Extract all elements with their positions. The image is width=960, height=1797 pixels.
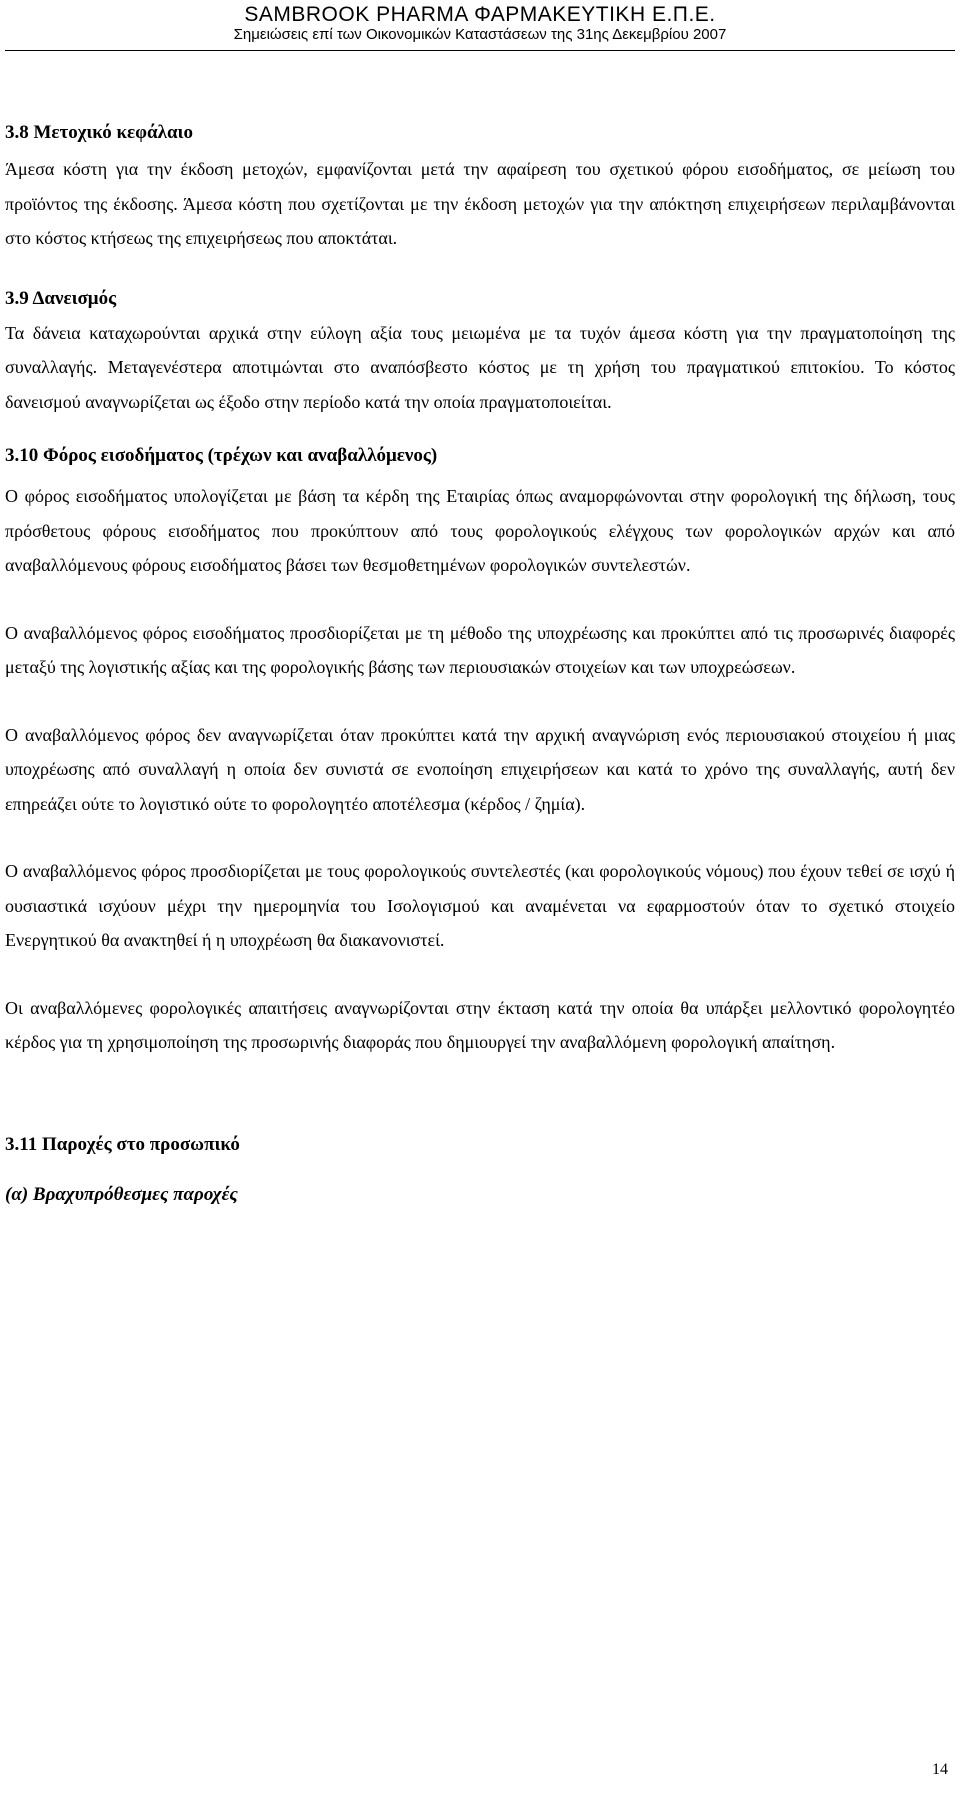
section-heading-3-8: 3.8 Μετοχικό κεφάλαιο (5, 122, 193, 143)
paragraph-3-10-4: Ο αναβαλλόμενος φόρος προσδιορίζεται με τους φορολογικούς συντελεστές (και φορολογικούς νόμους) που έχουν τεθεί σε ισχύ ή ουσιαστικά ισχύουν μέχρι την ημερομηνία του Ισολογισμού και αναμένεται να εφαρμοστούν όταν το σχετικό στοιχείο Ενεργητικού θα ανακτηθεί ή η υποχρέωση θα διακανονιστεί. (5, 861, 955, 950)
section-heading-3-11: 3.11 Παροχές στο προσωπικό (5, 1133, 240, 1155)
subsection-heading-a: (α) Βραχυπρόθεσμες παροχές (5, 1183, 238, 1205)
paragraph-3-10-1: Ο φόρος εισοδήματος υπολογίζεται με βάση τα κέρδη της Εταιρίας όπως αναμορφώνονται στην φορολογική της δήλωση, τους πρόσθετους φόρους εισοδήματος που προκύπτουν από τους φορολογικούς ελέγχους των φορολογικών αρχών και από αναβαλλόμενους φόρους εισοδήματος βάσει των θεσμοθετημένων φορολογικών συντελεστών. (5, 486, 955, 575)
page-number: 14 (932, 1761, 948, 1778)
document-subtitle: Σημειώσεις επί των Οικονομικών Καταστάσεων της 31ης Δεκεμβρίου 2007 (233, 26, 727, 43)
paragraph-3-8: Άμεσα κόστη για την έκδοση μετοχών, εμφανίζονται μετά την αφαίρεση του σχετικού φόρου εισοδήματος, σε μείωση του προϊόντος της έκδοσης. Άμεσα κόστη που σχετίζονται με την έκδοση μετοχών για την απόκτηση επιχειρήσεων περιλαμβάνονται στο κόστος κτήσεως της επιχειρήσεως που αποκτάται. (5, 159, 955, 248)
page-header (0, 0, 960, 44)
section-heading-3-9: 3.9 Δανεισμός (5, 287, 117, 309)
header-divider (5, 50, 955, 51)
paragraph-3-9: Τα δάνεια καταχωρούνται αρχικά στην εύλογη αξία τους μειωμένα με τα τυχόν άμεσα κόστη για την πραγματοποίηση της συναλλαγής. Μεταγενέστερα αποτιμώνται στο αναπόσβεστο κόστος με τη χρήση του πραγματικού επιτοκίου. Το κόστος δανεισμού αναγνωρίζεται ως έξοδο στην περίοδο κατά την οποία πραγματοποιείται. (5, 322, 955, 412)
paragraph-3-10-2: Ο αναβαλλόμενος φόρος εισοδήματος προσδιορίζεται με τη μέθοδο της υποχρέωσης και προκύπτει από τις προσωρινές διαφορές μεταξύ της λογιστικής αξίας και της φορολογικής βάσης των περιουσιακών στοιχείων και των υποχρεώσεων. (5, 622, 955, 677)
document-body (5, 112, 955, 1208)
section-heading-3-10: 3.10 Φόρος εισοδήματος (τρέχων και αναβαλλόμενος) (5, 445, 438, 466)
paragraph-3-10-3: Ο αναβαλλόμενος φόρος δεν αναγνωρίζεται όταν προκύπτει κατά την αρχική αναγνώριση ενός περιουσιακού στοιχείου ή μιας υποχρέωσης από συναλλαγή η οποία δεν συνιστά σε ενοποίηση επιχειρήσεων και κατά το χρόνο της συναλλαγής, αυτή δεν επηρεάζει ούτε το λογιστικό ούτε το φορολογητέο αποτέλεσμα (κέρδος / ζημία). (5, 724, 955, 814)
paragraph-3-10-5: Οι αναβαλλόμενες φορολογικές απαιτήσεις αναγνωρίζονται στην έκταση κατά την οποία θα υπάρξει μελλοντικό φορολογητέο κέρδος για τη χρησιμοποίηση της προσωρινής διαφοράς που δημιουργεί την αναβαλλόμενη φορολογική απαίτηση. (5, 997, 955, 1052)
company-name: SAMBROOK PHARMA ΦΑΡΜΑΚΕΥΤΙΚΗ Ε.Π.Ε. (244, 3, 716, 26)
